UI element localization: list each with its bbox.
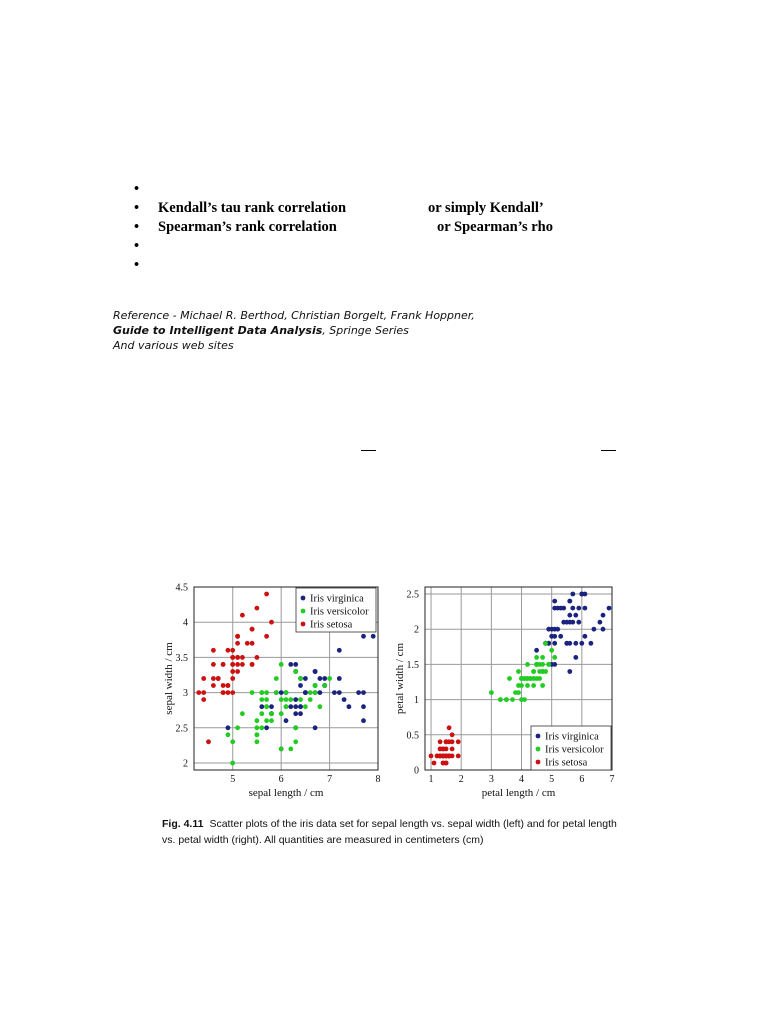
data-point <box>337 676 342 681</box>
data-point <box>438 739 443 744</box>
y-tick-label: 4.5 <box>175 582 188 594</box>
data-point <box>528 676 533 681</box>
data-point <box>211 683 216 688</box>
data-point <box>293 669 298 674</box>
data-point <box>279 662 284 667</box>
legend <box>531 726 611 770</box>
data-point <box>361 634 366 639</box>
data-point <box>230 690 235 695</box>
data-point <box>567 613 572 618</box>
data-point <box>293 725 298 730</box>
data-point <box>235 655 240 660</box>
x-tick-label: 7 <box>327 774 333 785</box>
data-point <box>250 627 255 632</box>
caption-line: vs. petal width (right). All quantities are measured in centimeters (cm) <box>162 834 484 846</box>
data-point <box>298 704 303 709</box>
x-tick-label: 6 <box>579 774 585 785</box>
data-point <box>235 662 240 667</box>
data-point <box>540 683 545 688</box>
data-point <box>337 690 342 695</box>
legend-label: Iris versicolor <box>310 606 369 618</box>
y-tick-label: 1 <box>414 695 419 707</box>
data-point <box>337 648 342 653</box>
data-point <box>221 683 226 688</box>
data-point <box>230 761 235 766</box>
x-tick-label: 1 <box>428 774 434 785</box>
data-point <box>250 690 255 695</box>
data-point <box>516 669 521 674</box>
data-point <box>264 592 269 597</box>
data-point <box>576 606 581 611</box>
data-point <box>441 761 446 766</box>
data-point <box>555 627 560 632</box>
data-point <box>221 690 226 695</box>
data-point <box>269 704 274 709</box>
legend-label: Iris versicolor <box>545 744 604 756</box>
legend <box>296 588 376 632</box>
y-tick-label: 4 <box>183 617 188 629</box>
data-point <box>510 697 515 702</box>
data-point <box>573 641 578 646</box>
data-point <box>504 697 509 702</box>
data-point <box>226 683 231 688</box>
data-point <box>558 634 563 639</box>
data-point <box>284 697 289 702</box>
data-point <box>432 761 437 766</box>
bullet-tail: or simply Kendall’ <box>428 200 544 216</box>
legend-label: Iris virginica <box>545 731 599 743</box>
data-point <box>361 690 366 695</box>
y-tick-label: 2.5 <box>175 723 188 735</box>
data-point <box>230 655 235 660</box>
x-axis-label: sepal length / cm <box>248 787 324 799</box>
data-point <box>347 704 352 709</box>
data-point <box>288 697 293 702</box>
data-point <box>444 739 449 744</box>
data-point <box>255 725 260 730</box>
data-point <box>601 613 606 618</box>
data-point <box>274 690 279 695</box>
data-point <box>543 669 548 674</box>
data-point <box>293 697 298 702</box>
data-point <box>567 669 572 674</box>
y-tick-label: 0 <box>414 765 419 777</box>
data-point <box>226 725 231 730</box>
data-point <box>318 690 323 695</box>
bullet-glyph: • <box>134 219 140 235</box>
data-point <box>327 676 332 681</box>
figure-label: Fig. 4.11 <box>162 818 204 830</box>
data-point <box>607 606 612 611</box>
legend-label: Iris setosa <box>545 757 588 769</box>
data-point <box>264 690 269 695</box>
data-point <box>579 592 584 597</box>
reference-line <box>113 323 475 338</box>
data-point <box>573 655 578 660</box>
book-series: , Springe Series <box>322 324 409 337</box>
data-point <box>534 655 539 660</box>
data-point <box>226 690 231 695</box>
bullet-glyph: • <box>134 200 140 216</box>
book-title: Guide to Intelligent Data Analysis <box>113 324 323 337</box>
legend-label: Iris setosa <box>310 619 353 631</box>
data-point <box>303 704 308 709</box>
data-point <box>531 683 536 688</box>
data-point <box>211 662 216 667</box>
data-point <box>255 718 260 723</box>
data-point <box>489 690 494 695</box>
data-point <box>592 627 597 632</box>
y-tick-label: 3.5 <box>175 652 188 664</box>
data-point <box>322 683 327 688</box>
data-point <box>240 655 245 660</box>
scatter-plot-1 <box>163 583 381 800</box>
data-point <box>240 711 245 716</box>
data-point <box>447 725 452 730</box>
data-point <box>498 697 503 702</box>
data-point <box>534 648 539 653</box>
data-point <box>264 697 269 702</box>
data-point <box>318 704 323 709</box>
reference-line: Reference - Michael R. Berthod, Christian Borgelt, Frank Hoppner, <box>113 309 475 322</box>
data-point <box>564 641 569 646</box>
legend-label: Iris virginica <box>310 593 364 605</box>
legend-marker <box>301 596 306 601</box>
data-point <box>221 662 226 667</box>
caption-line: Scatter plots of the iris data set for sepal length vs. sepal width (left) and for petal length <box>209 818 617 830</box>
data-point <box>546 627 551 632</box>
bullet-glyph: • <box>134 181 140 197</box>
data-point <box>250 662 255 667</box>
data-point <box>549 634 554 639</box>
figure-caption <box>162 816 622 848</box>
data-point <box>196 690 201 695</box>
legend-marker <box>536 747 541 752</box>
data-point <box>540 662 545 667</box>
data-point <box>441 747 446 752</box>
x-axis-label: petal length / cm <box>481 787 556 799</box>
y-axis-label: sepal width / cm <box>163 642 175 715</box>
data-point <box>279 711 284 716</box>
data-point <box>288 704 293 709</box>
data-point <box>456 739 461 744</box>
data-point <box>259 704 264 709</box>
data-point <box>576 620 581 625</box>
data-point <box>293 739 298 744</box>
data-point <box>540 655 545 660</box>
data-point <box>318 676 323 681</box>
data-point <box>519 683 524 688</box>
data-point <box>361 704 366 709</box>
bullet-text: Spearman’s rank correlation <box>158 219 337 235</box>
data-point <box>537 669 542 674</box>
data-point <box>211 676 216 681</box>
data-point <box>322 676 327 681</box>
scatter-plot-2 <box>394 587 615 799</box>
data-point <box>293 711 298 716</box>
y-tick-label: 2 <box>183 758 188 770</box>
data-point <box>235 634 240 639</box>
data-point <box>259 697 264 702</box>
data-point <box>255 655 260 660</box>
data-point <box>201 690 206 695</box>
data-point <box>308 690 313 695</box>
data-point <box>450 732 455 737</box>
data-point <box>288 747 293 752</box>
data-point <box>226 732 231 737</box>
legend-marker <box>536 760 541 765</box>
x-tick-label: 5 <box>230 774 236 785</box>
data-point <box>567 599 572 604</box>
data-point <box>264 725 269 730</box>
data-point <box>555 606 560 611</box>
data-point <box>269 718 274 723</box>
legend-marker <box>536 734 541 739</box>
data-point <box>235 669 240 674</box>
data-point <box>211 648 216 653</box>
data-point <box>279 747 284 752</box>
reference-line: And various web sites <box>113 339 234 352</box>
data-point <box>601 627 606 632</box>
legend-marker <box>301 609 306 614</box>
data-point <box>546 662 551 667</box>
data-point <box>230 669 235 674</box>
data-point <box>543 641 548 646</box>
data-point <box>264 704 269 709</box>
data-point <box>230 662 235 667</box>
x-tick-label: 3 <box>488 774 494 785</box>
data-point <box>308 697 313 702</box>
data-point <box>313 669 318 674</box>
data-point <box>534 662 539 667</box>
data-point <box>567 620 572 625</box>
bullet-glyph: • <box>134 257 140 273</box>
data-point <box>206 739 211 744</box>
data-point <box>259 711 264 716</box>
data-point <box>201 676 206 681</box>
y-tick-label: 0.5 <box>406 730 419 742</box>
data-point <box>552 599 557 604</box>
data-point <box>561 620 566 625</box>
x-tick-label: 8 <box>375 774 381 785</box>
data-point <box>269 620 274 625</box>
data-point <box>298 676 303 681</box>
data-point <box>226 648 231 653</box>
figure-scatter-plots <box>0 580 768 810</box>
data-point <box>561 606 566 611</box>
data-point <box>255 606 260 611</box>
data-point <box>583 634 588 639</box>
data-point <box>525 683 530 688</box>
data-point <box>298 697 303 702</box>
data-point <box>525 662 530 667</box>
data-point <box>313 725 318 730</box>
data-point <box>342 697 347 702</box>
data-point <box>240 613 245 618</box>
bullet-text: Kendall’s tau rank correlation <box>158 200 347 216</box>
data-point <box>303 676 308 681</box>
data-point <box>235 725 240 730</box>
data-point <box>332 690 337 695</box>
data-point <box>201 697 206 702</box>
data-point <box>552 655 557 660</box>
data-point <box>513 690 518 695</box>
data-point <box>537 676 542 681</box>
data-point <box>230 648 235 653</box>
data-point <box>441 754 446 759</box>
data-point <box>293 662 298 667</box>
data-point <box>552 662 557 667</box>
data-point <box>245 641 250 646</box>
data-point <box>583 606 588 611</box>
reference-block <box>113 308 475 353</box>
data-point <box>284 718 289 723</box>
data-point <box>250 641 255 646</box>
data-point <box>450 747 455 752</box>
data-point <box>284 690 289 695</box>
y-tick-label: 3 <box>183 688 188 700</box>
data-point <box>356 690 361 695</box>
data-point <box>298 683 303 688</box>
data-point <box>255 732 260 737</box>
bullet-tail: or Spearman’s rho <box>437 219 553 235</box>
data-point <box>429 754 434 759</box>
data-point <box>259 690 264 695</box>
x-tick-label: 7 <box>609 774 615 785</box>
data-point <box>274 676 279 681</box>
data-point <box>269 711 274 716</box>
data-point <box>531 669 536 674</box>
data-point <box>298 711 303 716</box>
x-tick-label: 4 <box>519 774 525 785</box>
data-point <box>313 690 318 695</box>
data-point <box>522 697 527 702</box>
legend-marker <box>301 622 306 627</box>
data-point <box>570 592 575 597</box>
x-tick-label: 2 <box>458 774 464 785</box>
y-tick-label: 2.5 <box>406 589 419 601</box>
data-point <box>313 683 318 688</box>
data-point <box>240 662 245 667</box>
dash-mark <box>361 450 376 451</box>
data-point <box>284 704 289 709</box>
data-point <box>230 739 235 744</box>
data-point <box>279 690 284 695</box>
data-point <box>579 641 584 646</box>
data-point <box>549 648 554 653</box>
data-point <box>522 676 527 681</box>
data-point <box>264 718 269 723</box>
data-point <box>288 662 293 667</box>
data-point <box>570 606 575 611</box>
data-point <box>573 613 578 618</box>
x-tick-label: 5 <box>549 774 555 785</box>
data-point <box>598 620 603 625</box>
data-point <box>293 704 298 709</box>
x-tick-label: 6 <box>278 774 284 785</box>
data-point <box>279 697 284 702</box>
data-point <box>552 641 557 646</box>
data-point <box>589 641 594 646</box>
data-point <box>216 676 221 681</box>
data-point <box>371 634 376 639</box>
data-point <box>255 739 260 744</box>
y-tick-label: 1.5 <box>406 659 419 671</box>
bullet-glyph: • <box>134 238 140 254</box>
y-axis-label: petal width / cm <box>394 642 406 715</box>
data-point <box>456 754 461 759</box>
data-point <box>259 725 264 730</box>
data-point <box>230 676 235 681</box>
y-tick-label: 2 <box>414 624 419 636</box>
data-point <box>361 718 366 723</box>
data-point <box>303 690 308 695</box>
data-point <box>264 634 269 639</box>
data-point <box>235 641 240 646</box>
dash-mark <box>601 450 616 451</box>
data-point <box>507 676 512 681</box>
